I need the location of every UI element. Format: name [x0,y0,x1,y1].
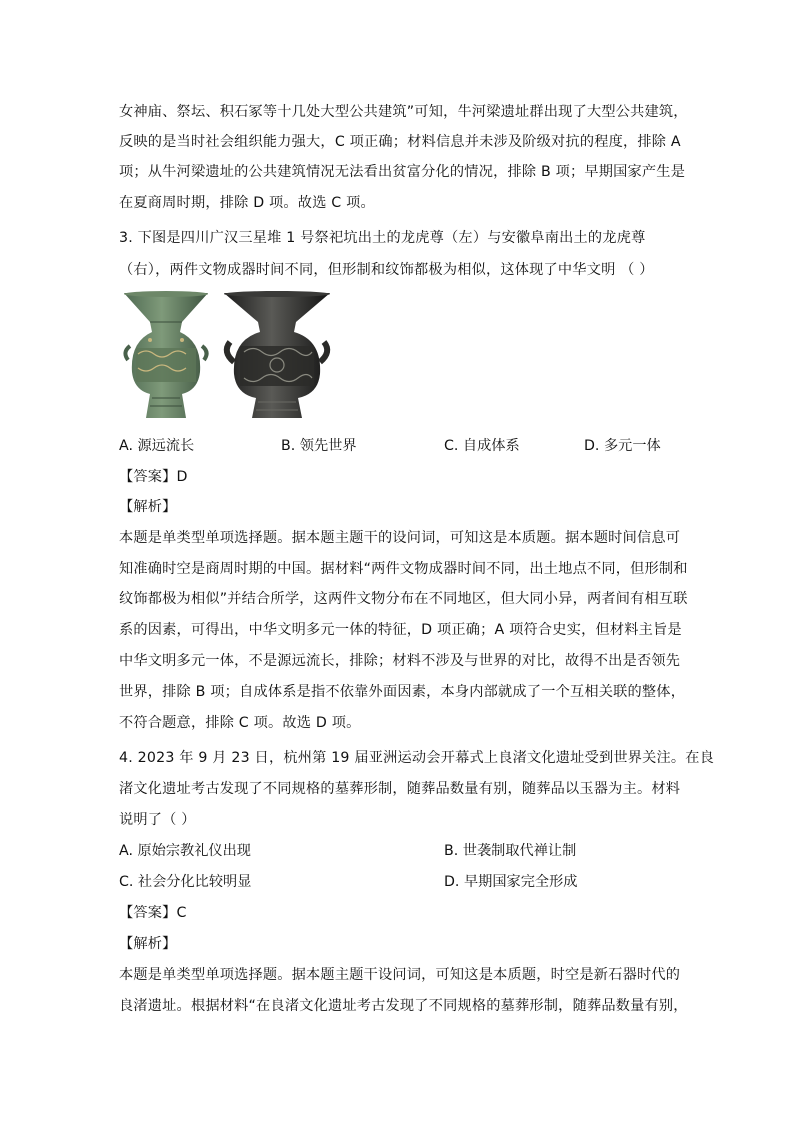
analysis-line: 中华文明多元一体，不是源远流长，排除；材料不涉及与世界的对比，故得不出是否领先 [119,653,681,669]
analysis-line: 本题是单类型单项选择题。据本题主题干的设问词，可知这是本质题。据本题时间信息可 [119,530,681,546]
answer-label: 【答案】C [119,905,187,921]
option-a: A. 源远流长 [119,438,195,454]
question-4-stem: 4. 2023 年 9 月 23 日，杭州第 19 届亚洲运动会开幕式上良渚文化遗址受到世界关注。在良 [119,750,715,766]
analysis-heading: 【解析】 [119,936,177,952]
question-3-stem: （右），两件文物成器时间不同，但形制和纹饰都极为相似，这体现了中华文明 （ ） [119,262,654,278]
option-a: A. 原始宗教礼仪出现 [119,843,251,859]
text-line: 女神庙、祭坛、积石冢等十几处大型公共建筑”可知，牛河梁遗址群出现了大型公共建筑， [119,104,688,120]
option-d: D. 早期国家完全形成 [444,874,578,890]
text-line: 在夏商周时期，排除 D 项。故选 C 项。 [119,195,375,211]
bronze-zun-right-image [222,290,332,422]
answer-label: 【答案】D [119,469,188,485]
analysis-line: 世界，排除 B 项；自成体系是指不依靠外面因素，本身内部就成了一个互相关联的整体， [119,684,686,700]
option-b: B. 领先世界 [281,438,357,454]
question-3-stem: 3. 下图是四川广汉三星堆 1 号祭祀坑出土的龙虎尊（左）与安徽阜南出土的龙虎尊 [119,230,646,246]
analysis-line: 本题是单类型单项选择题。据本题主题干设问词，可知这是本质题，时空是新石器时代的 [119,967,681,983]
analysis-line: 系的因素，可得出，中华文明多元一体的特征，D 项正确；A 项符合史实，但材料主旨是 [119,622,682,638]
analysis-line: 纹饰都极为相似”并结合所学，这两件文物分布在不同地区，但大同小异，两者间有相互联 [119,591,688,607]
analysis-heading: 【解析】 [119,499,177,515]
option-c: C. 社会分化比较明显 [119,874,252,890]
analysis-line: 不符合题意，排除 C 项。故选 D 项。 [119,715,361,731]
question-4-stem: 说明了（ ） [119,812,196,828]
analysis-line: 知准确时空是商周时期的中国。据材料“两件文物成器时间不同，出土地点不同，但形制和 [119,561,688,577]
text-line: 项；从牛河梁遗址的公共建筑情况无法看出贫富分化的情况，排除 B 项；早期国家产生是 [119,164,686,180]
bronze-zun-left-image [120,290,212,422]
option-b: B. 世袭制取代禅让制 [444,843,577,859]
text-line: 反映的是当时社会组织能力强大，C 项正确；材料信息并未涉及阶级对抗的程度，排除 A [119,134,681,150]
question-4-stem: 渚文化遗址考古发现了不同规格的墓葬形制，随葬品数量有别，随葬品以玉器为主。材料 [119,781,681,797]
option-d: D. 多元一体 [584,438,661,454]
option-c: C. 自成体系 [444,438,520,454]
analysis-line: 良渚遗址。根据材料“在良渚文化遗址考古发现了不同规格的墓葬形制，随葬品数量有别， [119,998,688,1014]
